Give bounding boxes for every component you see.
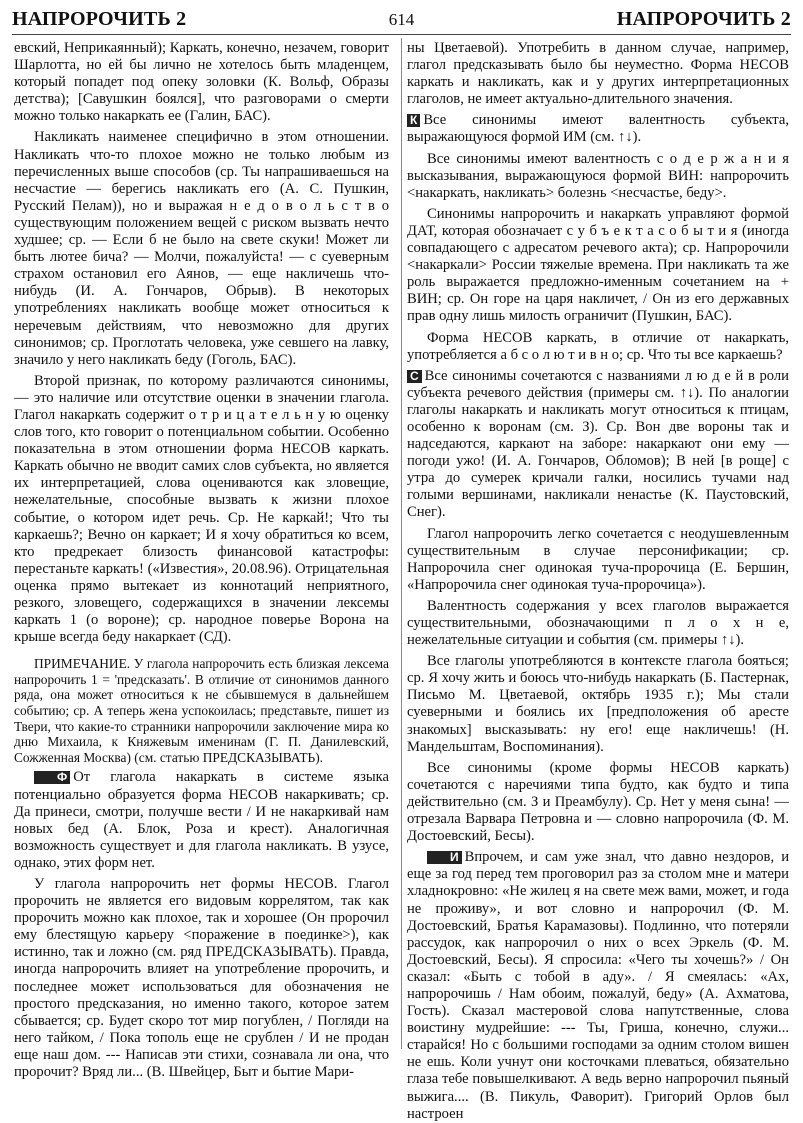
paragraph [407, 40, 789, 108]
paragraph-text: У глагола напророчить нет формы НЕСОВ. Глагол пророчить не является его видовым коррелятом, так как пророчить можно как плохое, так и хорошее (Он пророчил ему блестящую карьеру <поражение в поединке>), как истинно, так и ложно (см. ряд ПРЕДСКАЗЫВАТЬ). Правда, иногда напророчить влияет на употребление пророчить, и последнее может использоваться для обозначения не простого предсказания, но именно такого, которое затем сбывается; ср. Будет скоро тот мир погублен, / Погляди на него тайком, / Пока тополь еще не срублен / И не продан еще наш дом. --- Написав эти стихи, сознавала ли она, что пророчит? Вряд ли... (В. Швейцер, Быт и бытие Мари- [14, 876, 389, 1081]
paragraph-text: Глагол напророчить легко сочетается с неодушевленным существительным в случае персонификации; ср. Напророчила снег одинокая туча-пророчица (Е. Бершин, «Напророчила снег одинокая туча-пророчица»). [407, 525, 789, 593]
paragraph-text: Все синонимы имеют валентность субъекта, выражающуюся формой ИМ (см. ↑↓). [407, 112, 789, 146]
running-header [12, 6, 791, 34]
zone-marker-icon: И [427, 851, 462, 864]
paragraph-text: Второй признак, по которому различаются синонимы, — это наличие или отсутствие оценки в значении глагола. Глагол накаркать содержит о т р и ц а т е л ь н у ю оценку слов того, кто говорит о потенциальном событии. Особенно показательна в этом отношении форма НЕСОВ каркать. Каркать обычно не вводит самих слов субъекта, но является их интерпретацией, слова оцениваются как зловещие, нежелательные, способные вызвать к жизни плохое событие, о котором идет речь. Ср. Не каркай!; Что ты каркаешь?; Вечно он каркает; И я хочу обратиться ко всем, кто предрекает близость финансовой катастрофы: перестаньте каркать! («Известия», 20.08.96). Отрицательная оценка прямо вытекает из коннотаций неприятного, резкого, зловещего, содержащихся в значении лексемы каркать 1 (о вороне); ср. народное поверье Ворона на крыше всегда беду накаркает (СД). [14, 372, 389, 646]
paragraph [407, 598, 789, 649]
paragraph-text: Все синонимы имеют валентность с о д е р ж а н и я высказывания, выражающуюся формой ВИН: напророчить <накаркать, накликать> болезнь <несчастье, беду>. [407, 150, 789, 201]
paragraph [14, 876, 389, 1081]
paragraph [14, 769, 389, 872]
paragraph [14, 129, 389, 368]
paragraph [14, 373, 389, 647]
paragraph [407, 653, 789, 756]
paragraph [407, 151, 789, 202]
paragraph-text: Накликать наименее специфично в этом отношении. Накликать что-то плохое можно не только любым из перечисленных выше способов (ср. Ты напрашиваешься на несчастие — берегись накликать его (А. С. Пушкин, Русский Пелам)), но и выражая н е д о в о л ь с т в о существующим положением вещей с риском вызвать нечто худшее; ср. — Если б не было на свете скуки! Может ли быть лютее бича? — Молчи, пожалуйста! — с суеверным страхом остановил его Аянов, — еще накличешь что-нибудь (И. А. Гончаров, Обрыв). В некоторых употреблениях накликать вообще может относиться к неречевым действиям, что невозможно для других синонимов; ср. Проглотать человека, уже севшего на лавку, значило у него накликать беду (Гоголь, БАС). [14, 129, 389, 368]
paragraph [14, 40, 389, 125]
header-rule [12, 34, 791, 35]
paragraph [407, 368, 789, 522]
header-entry-right: НАПРОРОЧИТЬ 2 [616, 8, 791, 30]
zone-marker-icon: Ф [34, 771, 70, 784]
paragraph [407, 849, 789, 1123]
paragraph [407, 206, 789, 326]
paragraph-text: Все синонимы (кроме формы НЕСОВ каркать) сочетаются с наречиями типа будто, как будто и типа действительно (см. З и Преамбулу). Ср. Нет у меня сына! — отрезала Варвара Петровна и — словно напророчила (Ф. М. Достоевский, Бесы). [407, 759, 789, 845]
paragraph [407, 760, 789, 845]
paragraph-text: ПРИМЕЧАНИЕ. У глагола напророчить есть близкая лексема напророчить 1 = 'предсказать'. В отличие от синонимов данного ряда, она может относиться к не сбывшемуся в дальнейшем событию; ср. А теперь жена успокоилась; представьте, пишет из Твери, что какие-то странники напророчили заключение мира ко дню Михаила, к Княжевым именинам (Г. П. Данилевский, Сожженная Москва) (см. статью ПРЕДСКАЗЫВАТЬ). [14, 656, 389, 765]
paragraph [407, 330, 789, 364]
paragraph [407, 112, 789, 146]
paragraph-text: Впрочем, и сам уже знал, что давно нездоров, и еще за год перед тем проговорил раз за столом мне и матери хладнокровно: «Не жилец я на свете меж вами, может, и года не проживу», и вот словно и напророчил (Ф. М. Достоевский, Братья Карамазовы). Подлинно, что потеряли рассудок, как напророчил о них о всех Эркель (Ф. М. Достоевский, Бесы). Я спросила: «Чего ты хочешь?» / Он сказал: «Быть с тобой в аду». / Я смеялась: «Ах, напророчишь / Нам обоим, пожалуй, беду» (А. Ахматова, Гость). Сказал мастеровой слова напутственные, слова воистину мудрейшие: --- Ты, Гриша, конечно, служи... старайся! Но с большими господами за одним столом вишен не ешь. Коли учнут они косточками плеваться, обязательно глаза тебе повышелкивают. А ведь верно напророчил пьяный выжига.... (В. Пикуль, Фаворит). Григорий Орлов был настроен [407, 849, 789, 1122]
paragraph-text: евский, Неприкаянный); Каркать, конечно, незачем, говорит Шарлотта, но ей бы лично не хотелось быть младенцем, который попадет под опеку золовки (К. Вольф, Образы детства); [Савушкин боялся], что разговорами о смерти можно только накаркать ее (Галин, БАС). [14, 40, 389, 125]
paragraph-text: Все синонимы сочетаются с названиями л ю д е й в роли субъекта речевого действия (примеры см. ↑↓). По аналогии глаголы накаркать и накликать могут относиться к птицам, особенно к воронам (см. З). Ср. Вон две вороны так и надседаются, каркают на заборе: накаркают они ему — погоди ужо! (И. А. Гончаров, Обломов); В ней [в роще] с утра до сумерек кричали галки, носились тучами над голыми вершинами, накликали ненастье (К. Паустовский, Снег). [407, 367, 789, 521]
paragraph-text: ны Цветаевой). Употребить в данном случае, например, глагол предсказывать было бы неуместно. Форма НЕСОВ каркать и накликать, как и у других интерпретационных глаголов, не имеет актуально-длительного значения. [407, 40, 789, 108]
header-entry-left: НАПРОРОЧИТЬ 2 [12, 8, 187, 30]
zone-marker-icon: С [407, 370, 422, 383]
paragraph [407, 526, 789, 594]
paragraph-text: Синонимы напророчить и накаркать управляют формой ДАТ, которая обозначает с у б ъ е к т а с о б ы т и я (иногда совпадающего с адресатом речевого акта); ср. Напророчили <накаркали> России тяжелые времена. При накликать та же роль выражается предложно-именным сочетанием на + ВИН; ср. Он горе на царя накличет, / Он из его державных прав одну лишь милость ограничит (Пушкин, БАС). [407, 205, 789, 325]
text-columns [12, 40, 791, 1122]
left-column [14, 40, 389, 1081]
right-column [407, 40, 789, 1123]
paragraph-text: От глагола накаркать в системе языка потенциально образуется форма НЕСОВ накаркивать; ср. Да принеси, смотри, получше вести / И не накаркивай нам новых бед (А. Блок, Роза и крест). Аналогичная возможность существует и для глагола накликать. В узусе, однако, этих форм нет. [14, 769, 389, 871]
zone-marker-icon: К [407, 114, 420, 127]
paragraph-text: Все глаголы употребляются в контексте глагола бояться; ср. Я хочу жить и боюсь что-нибудь накаркать (Б. Пастернак, Письмо М. Цветаевой, октябрь 1935 г.); Мы стали суеверными и боялись их [предположения об аресте знакомых] высказывать: ну его! еще накличешь! (Н. Мандельштам, Воспоминания). [407, 653, 789, 755]
paragraph-text: Валентность содержания у всех глаголов выражается существительными, обозначающими п л о х н е, нежелательные ситуации и события (см. примеры ↑↓). [407, 597, 789, 649]
paragraph-text: Форма НЕСОВ каркать, в отличие от накаркать, употребляется а б с о л ю т и в н о; ср. Что ты все каркаешь? [407, 329, 789, 363]
paragraph [14, 656, 389, 765]
page-number: 614 [388, 10, 415, 29]
